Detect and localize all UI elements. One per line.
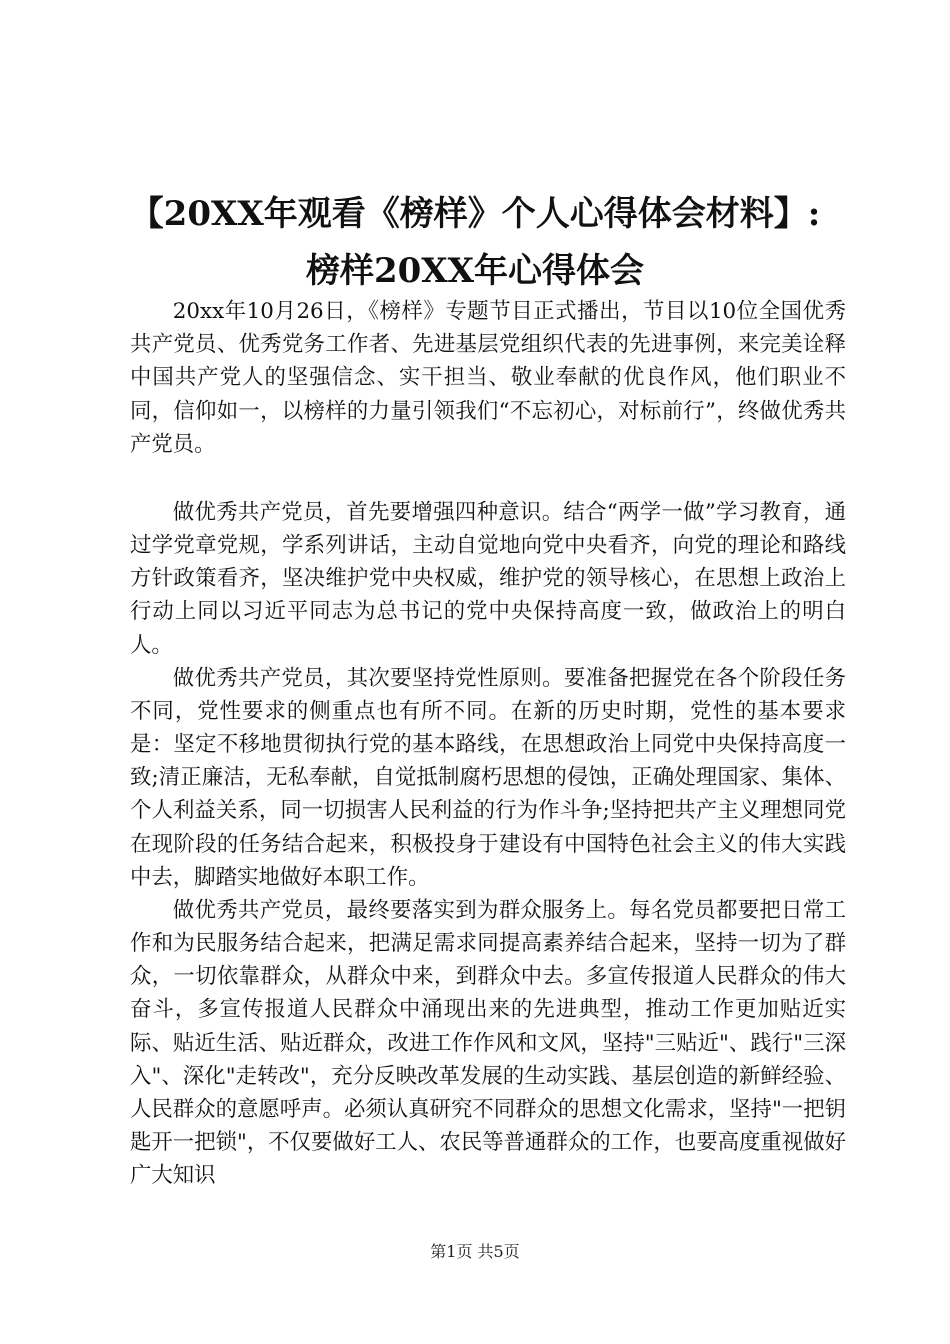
page-number-footer: 第1页 共5页 [430, 1242, 520, 1261]
body-paragraph-4: 做优秀共产党员，最终要落实到为群众服务上。每名党员都要把日常工作和为民服务结合起来，把满足需求同提高素养结合起来，坚持一切为了群众，一切依靠群众，从群众中来，到群众中去。多宣传报道人民群众的伟大奋斗，多宣传报道人民群众中涌现出来的先进典型，推动工作更加贴近实际、贴近生活、贴近群众，改进工作作风和文风，坚持"三贴近"、践行"三深入"、深化"走转改"，充分反映改革发展的生动实践、基层创造的新鲜经验、人民群众的意愿呼声。必须认真研究不同群众的思想文化需求，坚持"一把钥匙开一把锁"，不仅要做好工人、农民等普通群众的工作，也要高度重视做好广大知识 [130, 897, 846, 1189]
document-title-line-1: 【20XX年观看《榜样》个人心得体会材料】: [129, 194, 821, 234]
document-title-line-2: 榜样20XX年心得体会 [305, 251, 645, 291]
body-paragraph-2: 做优秀共产党员，首先要增强四种意识。结合“两学一做”学习教育，通过学党章党规，学系列讲话，主动自觉地向党中央看齐，向党的理论和路线方针政策看齐，坚决维护党中央权威，维护党的领导核心，在思想上政治上行动上同以习近平同志为总书记的党中央保持高度一致，做政治上的明白人。 [130, 499, 846, 658]
document-body [130, 295, 846, 1192]
body-paragraph-1: 20xx年10月26日，《榜样》专题节目正式播出，节目以10位全国优秀共产党员、优秀党务工作者、先进基层党组织代表的先进事例，来完美诠释中国共产党人的坚强信念、实干担当、敬业奉献的优良作风，他们职业不同，信仰如一，以榜样的力量引领我们“不忘初心，对标前行”，终做优秀共产党员。 [130, 299, 846, 457]
body-paragraph-3: 做优秀共产党员，其次要坚持党性原则。要准备把握党在各个阶段任务不同，党性要求的侧重点也有所不同。在新的历史时期，党性的基本要求是：坚定不移地贯彻执行党的基本路线，在思想政治上同党中央保持高度一致;清正廉洁，无私奉献，自觉抵制腐朽思想的侵蚀，正确处理国家、集体、个人利益关系，同一切损害人民利益的行为作斗争;坚持把共产主义理想同党在现阶段的任务结合起来，积极投身于建设有中国特色社会主义的伟大实践中去，脚踏实地做好本职工作。 [130, 665, 846, 890]
